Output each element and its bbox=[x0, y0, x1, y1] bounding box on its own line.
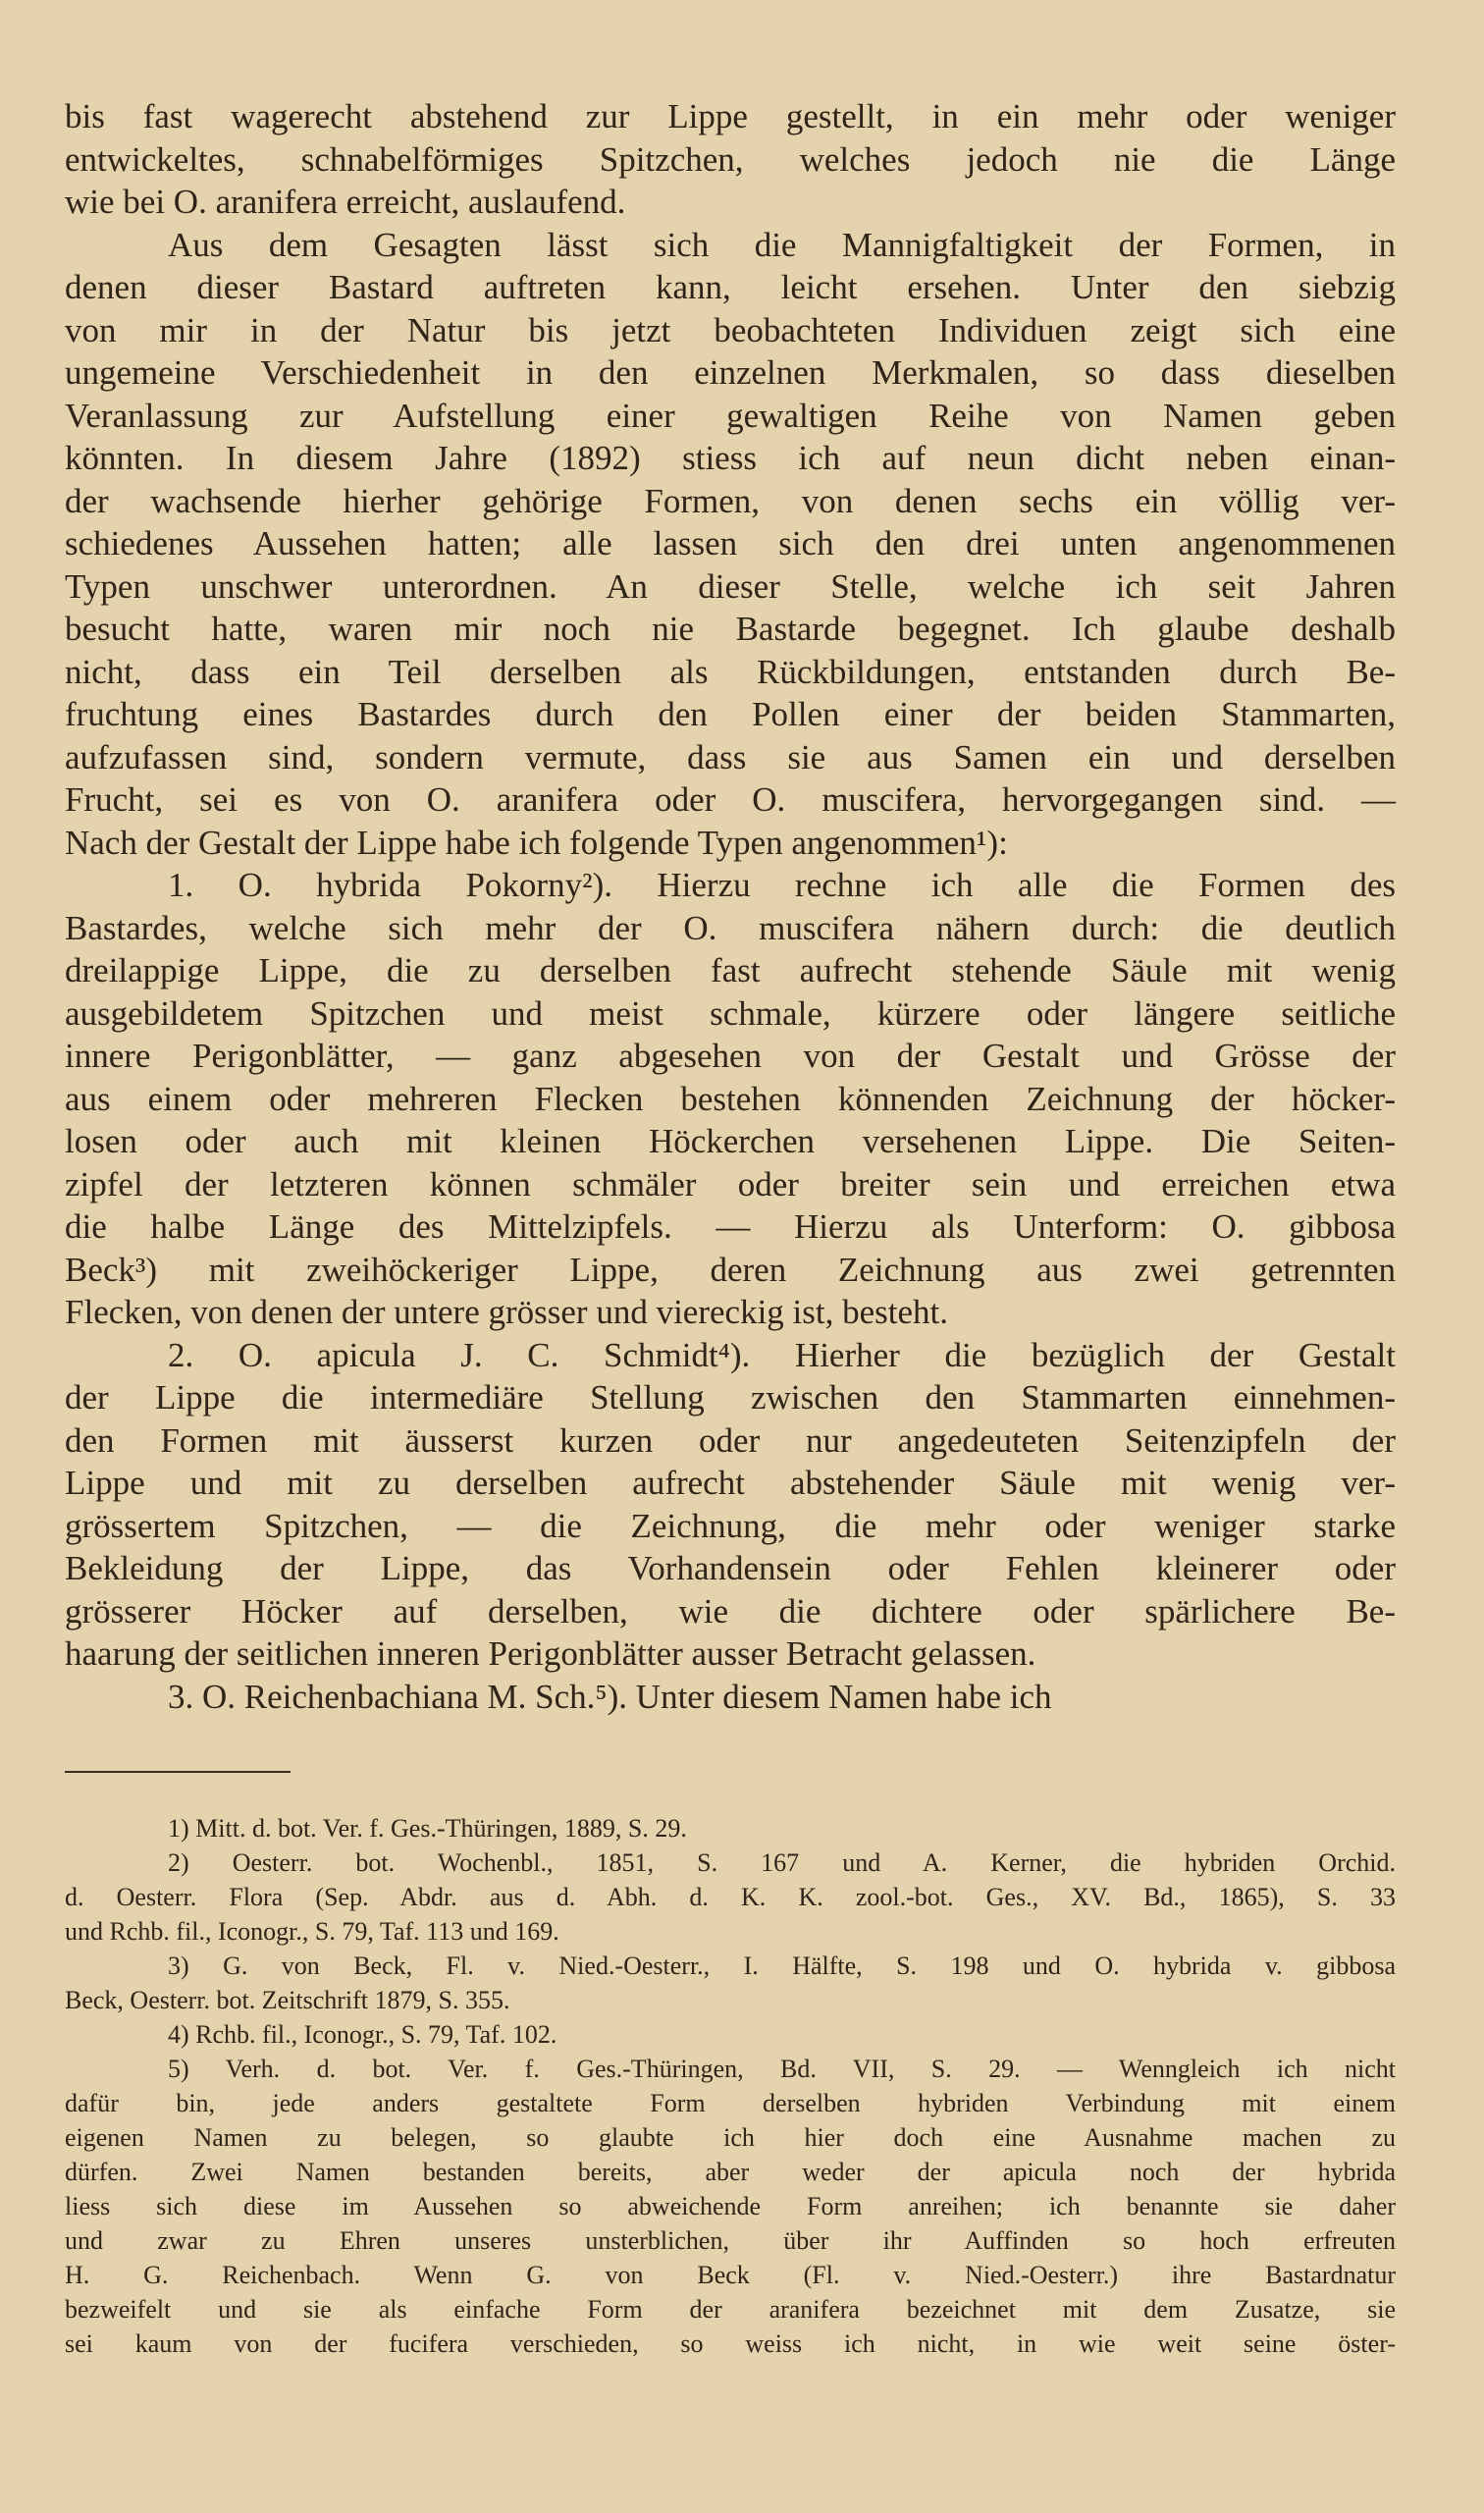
body-line: 3. O. Reichenbachiana M. Sch.⁵). Unter diesem Namen habe ich bbox=[168, 1677, 1052, 1716]
body-line: Frucht, sei es von O. aranifera oder O. muscifera, hervorgegangen sind. — bbox=[65, 780, 1396, 819]
body-line: bis fast wagerecht abstehend zur Lippe gestellt, in ein mehr oder weniger bbox=[65, 97, 1396, 135]
footnote-line: 4) Rchb. fil., Iconogr., S. 79, Taf. 102. bbox=[168, 2020, 557, 2049]
body-line: denen dieser Bastard auftreten kann, leicht ersehen. Unter den siebzig bbox=[65, 268, 1396, 306]
footnote-line: 1) Mitt. d. bot. Ver. f. Ges.-Thüringen, 1889, S. 29. bbox=[168, 1814, 687, 1843]
body-line: schiedenes Aussehen hatten; alle lassen sich den drei unten angenommenen bbox=[65, 524, 1396, 562]
body-line: wie bei O. aranifera erreicht, auslaufend. bbox=[65, 183, 626, 221]
body-line: der Lippe die intermediäre Stellung zwischen den Stammarten einnehmen- bbox=[65, 1378, 1396, 1417]
footnote-line: dürfen. Zwei Namen bestanden bereits, aber weder der apicula noch der hybrida bbox=[65, 2158, 1396, 2186]
body-line: Bastardes, welche sich mehr der O. muscifera nähern durch: die deutlich bbox=[65, 908, 1396, 947]
body-line: könnten. In diesem Jahre (1892) stiess ich auf neun dicht neben einan- bbox=[65, 439, 1396, 477]
body-line: Bekleidung der Lippe, das Vorhandensein oder Fehlen kleinerer oder bbox=[65, 1549, 1396, 1587]
footnote-line: 3) G. von Beck, Fl. v. Nied.-Oesterr., I. Hälfte, S. 198 und O. hybrida v. gibbosa bbox=[168, 1952, 1396, 1980]
body-line: besucht hatte, waren mir noch nie Bastarde begegnet. Ich glaube deshalb bbox=[65, 610, 1396, 648]
body-line: dreilappige Lippe, die zu derselben fast aufrecht stehende Säule mit wenig bbox=[65, 951, 1396, 989]
footnote-line: H. G. Reichenbach. Wenn G. von Beck (Fl. v. Nied.-Oesterr.) ihre Bastardnatur bbox=[65, 2261, 1396, 2289]
body-line: fruchtung eines Bastardes durch den Pollen einer der beiden Stammarten, bbox=[65, 695, 1396, 733]
footnote-line: bezweifelt und sie als einfache Form der aranifera bezeichnet mit dem Zusatze, sie bbox=[65, 2295, 1396, 2324]
footnote-line: liess sich diese im Aussehen so abweichende Form anreihen; ich benannte sie daher bbox=[65, 2192, 1396, 2220]
footnote-line: und Rchb. fil., Iconogr., S. 79, Taf. 113 und 169. bbox=[65, 1917, 559, 1946]
body-line: den Formen mit äusserst kurzen oder nur angedeuteten Seitenzipfeln der bbox=[65, 1420, 1396, 1460]
footnote-line: 5) Verh. d. bot. Ver. f. Ges.-Thüringen, Bd. VII, S. 29. — Wenngleich ich nicht bbox=[168, 2055, 1396, 2083]
body-line: Lippe und mit zu derselben aufrecht abstehender Säule mit wenig ver- bbox=[65, 1464, 1396, 1502]
body-line: der wachsende hierher gehörige Formen, von denen sechs ein völlig ver- bbox=[65, 481, 1396, 520]
body-line: 1. O. hybrida Pokorny²). Hierzu rechne ich alle die Formen des bbox=[168, 866, 1396, 904]
body-line: nicht, dass ein Teil derselben als Rückbildungen, entstanden durch Be- bbox=[65, 652, 1396, 691]
body-line: haarung der seitlichen inneren Perigonblätter ausser Betracht gelassen. bbox=[65, 1634, 1036, 1673]
body-line: Beck³) mit zweihöckeriger Lippe, deren Zeichnung aus zwei getrennten bbox=[65, 1250, 1396, 1289]
body-line: Flecken, von denen der untere grösser und viereckig ist, besteht. bbox=[65, 1293, 949, 1331]
footnote-line: und zwar zu Ehren unseres unsterblichen, über ihr Auffinden so hoch erfreuten bbox=[65, 2226, 1396, 2255]
footnote-line: sei kaum von der fucifera verschieden, so weiss ich nicht, in wie weit seine öster- bbox=[65, 2329, 1396, 2358]
body-line: Nach der Gestalt der Lippe habe ich folgende Typen angenommen¹): bbox=[65, 823, 1008, 862]
footnote-line: 2) Oesterr. bot. Wochenbl., 1851, S. 167 und A. Kerner, die hybriden Orchid. bbox=[168, 1848, 1396, 1877]
body-line: aus einem oder mehreren Flecken bestehen könnenden Zeichnung der höcker- bbox=[65, 1079, 1396, 1118]
body-line: grösserer Höcker auf derselben, wie die dichtere oder spärlichere Be- bbox=[65, 1591, 1396, 1631]
body-line: zipfel der letzteren können schmäler oder breiter sein und erreichen etwa bbox=[65, 1164, 1396, 1203]
footnote-line: Beck, Oesterr. bot. Zeitschrift 1879, S. 355. bbox=[65, 1986, 510, 2014]
body-line: Aus dem Gesagten lässt sich die Mannigfaltigkeit der Formen, in bbox=[168, 225, 1396, 264]
footnote-separator bbox=[65, 1771, 291, 1773]
body-line: grössertem Spitzchen, — die Zeichnung, die mehr oder weniger starke bbox=[65, 1506, 1396, 1545]
body-line: 2. O. apicula J. C. Schmidt⁴). Hierher die bezüglich der Gestalt bbox=[168, 1335, 1396, 1374]
body-line: ungemeine Verschiedenheit in den einzelnen Merkmalen, so dass dieselben bbox=[65, 353, 1396, 392]
footnote-line: dafür bin, jede anders gestaltete Form derselben hybriden Verbindung mit einem bbox=[65, 2089, 1396, 2117]
body-line: die halbe Länge des Mittelzipfels. — Hierzu als Unterform: O. gibbosa bbox=[65, 1207, 1396, 1246]
body-line: entwickeltes, schnabelförmiges Spitzchen, welches jedoch nie die Länge bbox=[65, 139, 1396, 179]
body-line: innere Perigonblätter, — ganz abgesehen von der Gestalt und Grösse der bbox=[65, 1037, 1396, 1075]
body-line: Veranlassung zur Aufstellung einer gewaltigen Reihe von Namen geben bbox=[65, 396, 1396, 435]
body-line: losen oder auch mit kleinen Höckerchen versehenen Lippe. Die Seiten- bbox=[65, 1122, 1396, 1160]
body-line: aufzufassen sind, sondern vermute, dass sie aus Samen ein und derselben bbox=[65, 737, 1396, 776]
body-line: von mir in der Natur bis jetzt beobachteten Individuen zeigt sich eine bbox=[65, 310, 1396, 349]
footnote-line: d. Oesterr. Flora (Sep. Abdr. aus d. Abh. d. K. K. zool.-bot. Ges., XV. Bd., 1865), S. 33 bbox=[65, 1883, 1396, 1911]
body-line: ausgebildetem Spitzchen und meist schmale, kürzere oder längere seitliche bbox=[65, 993, 1396, 1033]
body-line: Typen unschwer unterordnen. An dieser Stelle, welche ich seit Jahren bbox=[65, 566, 1396, 606]
footnote-line: eigenen Namen zu belegen, so glaubte ich hier doch eine Ausnahme machen zu bbox=[65, 2123, 1396, 2152]
